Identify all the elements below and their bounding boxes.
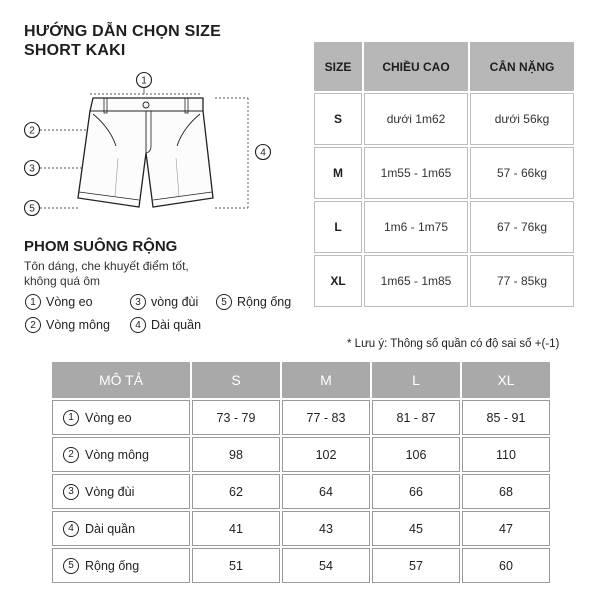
- tolerance-note: * Lưu ý: Thông số quần có độ sai số +(-1): [347, 338, 560, 350]
- number-badge: 1: [63, 410, 79, 426]
- column-header-height: CHIỀU CAO: [364, 42, 468, 91]
- table-row: [52, 511, 550, 546]
- column-header-xl: XL: [462, 362, 550, 398]
- table-row: [314, 255, 574, 307]
- value-cell: 45: [372, 511, 460, 546]
- legend-label: vòng đùi: [151, 295, 199, 309]
- number-badge: 3: [130, 294, 146, 310]
- legend-item-hip: [25, 317, 110, 333]
- column-header-size: SIZE: [314, 42, 362, 91]
- description-cell: [52, 437, 190, 472]
- svg-text:1: 1: [141, 75, 147, 87]
- legend-item-thigh: [130, 294, 198, 310]
- value-cell: 41: [192, 511, 280, 546]
- table-row: [52, 548, 550, 583]
- height-cell: 1m6 - 1m75: [364, 201, 468, 253]
- column-header-weight: CÂN NẶNG: [470, 42, 574, 91]
- table-row: [314, 93, 574, 145]
- size-chart-table: [312, 40, 576, 309]
- value-cell: 57: [372, 548, 460, 583]
- value-cell: 110: [462, 437, 550, 472]
- value-cell: 68: [462, 474, 550, 509]
- description-cell: [52, 474, 190, 509]
- legend-label: Rộng ống: [237, 295, 292, 309]
- weight-cell: 67 - 76kg: [470, 201, 574, 253]
- legend-label: Vòng mông: [46, 318, 110, 332]
- value-cell: 102: [282, 437, 370, 472]
- description-cell: [52, 511, 190, 546]
- column-header-s: S: [192, 362, 280, 398]
- page-title: HƯỚNG DẪN CHỌN SIZE: [24, 23, 221, 40]
- value-cell: 62: [192, 474, 280, 509]
- legend-item-length: [130, 317, 201, 333]
- table-row: [52, 400, 550, 435]
- column-header-m: M: [282, 362, 370, 398]
- size-cell: L: [314, 201, 362, 253]
- column-header-l: L: [372, 362, 460, 398]
- legend-label: Vòng eo: [46, 295, 93, 309]
- row-label: Rộng ống: [85, 558, 140, 573]
- legend-label: Dài quần: [151, 318, 202, 332]
- number-badge: 4: [130, 317, 146, 333]
- value-cell: 77 - 83: [282, 400, 370, 435]
- legend-item-waist: [25, 294, 93, 310]
- value-cell: 106: [372, 437, 460, 472]
- marker-2: [25, 123, 40, 138]
- marker-1: [137, 73, 152, 88]
- table-row: [314, 147, 574, 199]
- svg-text:5: 5: [29, 203, 35, 215]
- value-cell: 60: [462, 548, 550, 583]
- weight-cell: dưới 56kg: [470, 93, 574, 145]
- marker-5: [25, 201, 40, 216]
- value-cell: 81 - 87: [372, 400, 460, 435]
- row-label: Vòng mông: [85, 447, 149, 462]
- value-cell: 66: [372, 474, 460, 509]
- description-cell: [52, 548, 190, 583]
- svg-text:3: 3: [29, 163, 35, 175]
- value-cell: 51: [192, 548, 280, 583]
- value-cell: 47: [462, 511, 550, 546]
- row-label: Vòng eo: [85, 410, 132, 425]
- table-row: [52, 437, 550, 472]
- number-badge: 1: [25, 294, 41, 310]
- value-cell: 85 - 91: [462, 400, 550, 435]
- height-cell: 1m55 - 1m65: [364, 147, 468, 199]
- column-header-description: MÔ TẢ: [52, 362, 190, 398]
- value-cell: 64: [282, 474, 370, 509]
- number-badge: 2: [25, 317, 41, 333]
- height-cell: 1m65 - 1m85: [364, 255, 468, 307]
- marker-3: [25, 161, 40, 176]
- number-badge: 2: [63, 447, 79, 463]
- size-cell: S: [314, 93, 362, 145]
- svg-text:4: 4: [260, 147, 266, 159]
- value-cell: 73 - 79: [192, 400, 280, 435]
- weight-cell: 77 - 85kg: [470, 255, 574, 307]
- marker-4: [256, 145, 271, 160]
- table-row: [52, 474, 550, 509]
- shorts-icon: [20, 68, 280, 228]
- row-label: Dài quần: [85, 521, 136, 536]
- fit-description-line2: không quá ôm: [24, 274, 101, 288]
- weight-cell: 57 - 66kg: [470, 147, 574, 199]
- legend-item-hem: [216, 294, 291, 310]
- description-cell: [52, 400, 190, 435]
- page-subtitle: SHORT KAKI: [24, 42, 126, 59]
- size-cell: M: [314, 147, 362, 199]
- row-label: Vòng đùi: [85, 484, 135, 499]
- number-badge: 4: [63, 521, 79, 537]
- size-cell: XL: [314, 255, 362, 307]
- svg-text:2: 2: [29, 125, 35, 137]
- table-row: [314, 201, 574, 253]
- value-cell: 98: [192, 437, 280, 472]
- value-cell: 54: [282, 548, 370, 583]
- number-badge: 5: [63, 558, 79, 574]
- fit-description-line1: Tôn dáng, che khuyết điểm tốt,: [24, 259, 189, 273]
- measurement-table: [50, 360, 552, 585]
- number-badge: 5: [216, 294, 232, 310]
- fit-title: PHOM SUÔNG RỘNG: [24, 238, 178, 255]
- height-cell: dưới 1m62: [364, 93, 468, 145]
- number-badge: 3: [63, 484, 79, 500]
- value-cell: 43: [282, 511, 370, 546]
